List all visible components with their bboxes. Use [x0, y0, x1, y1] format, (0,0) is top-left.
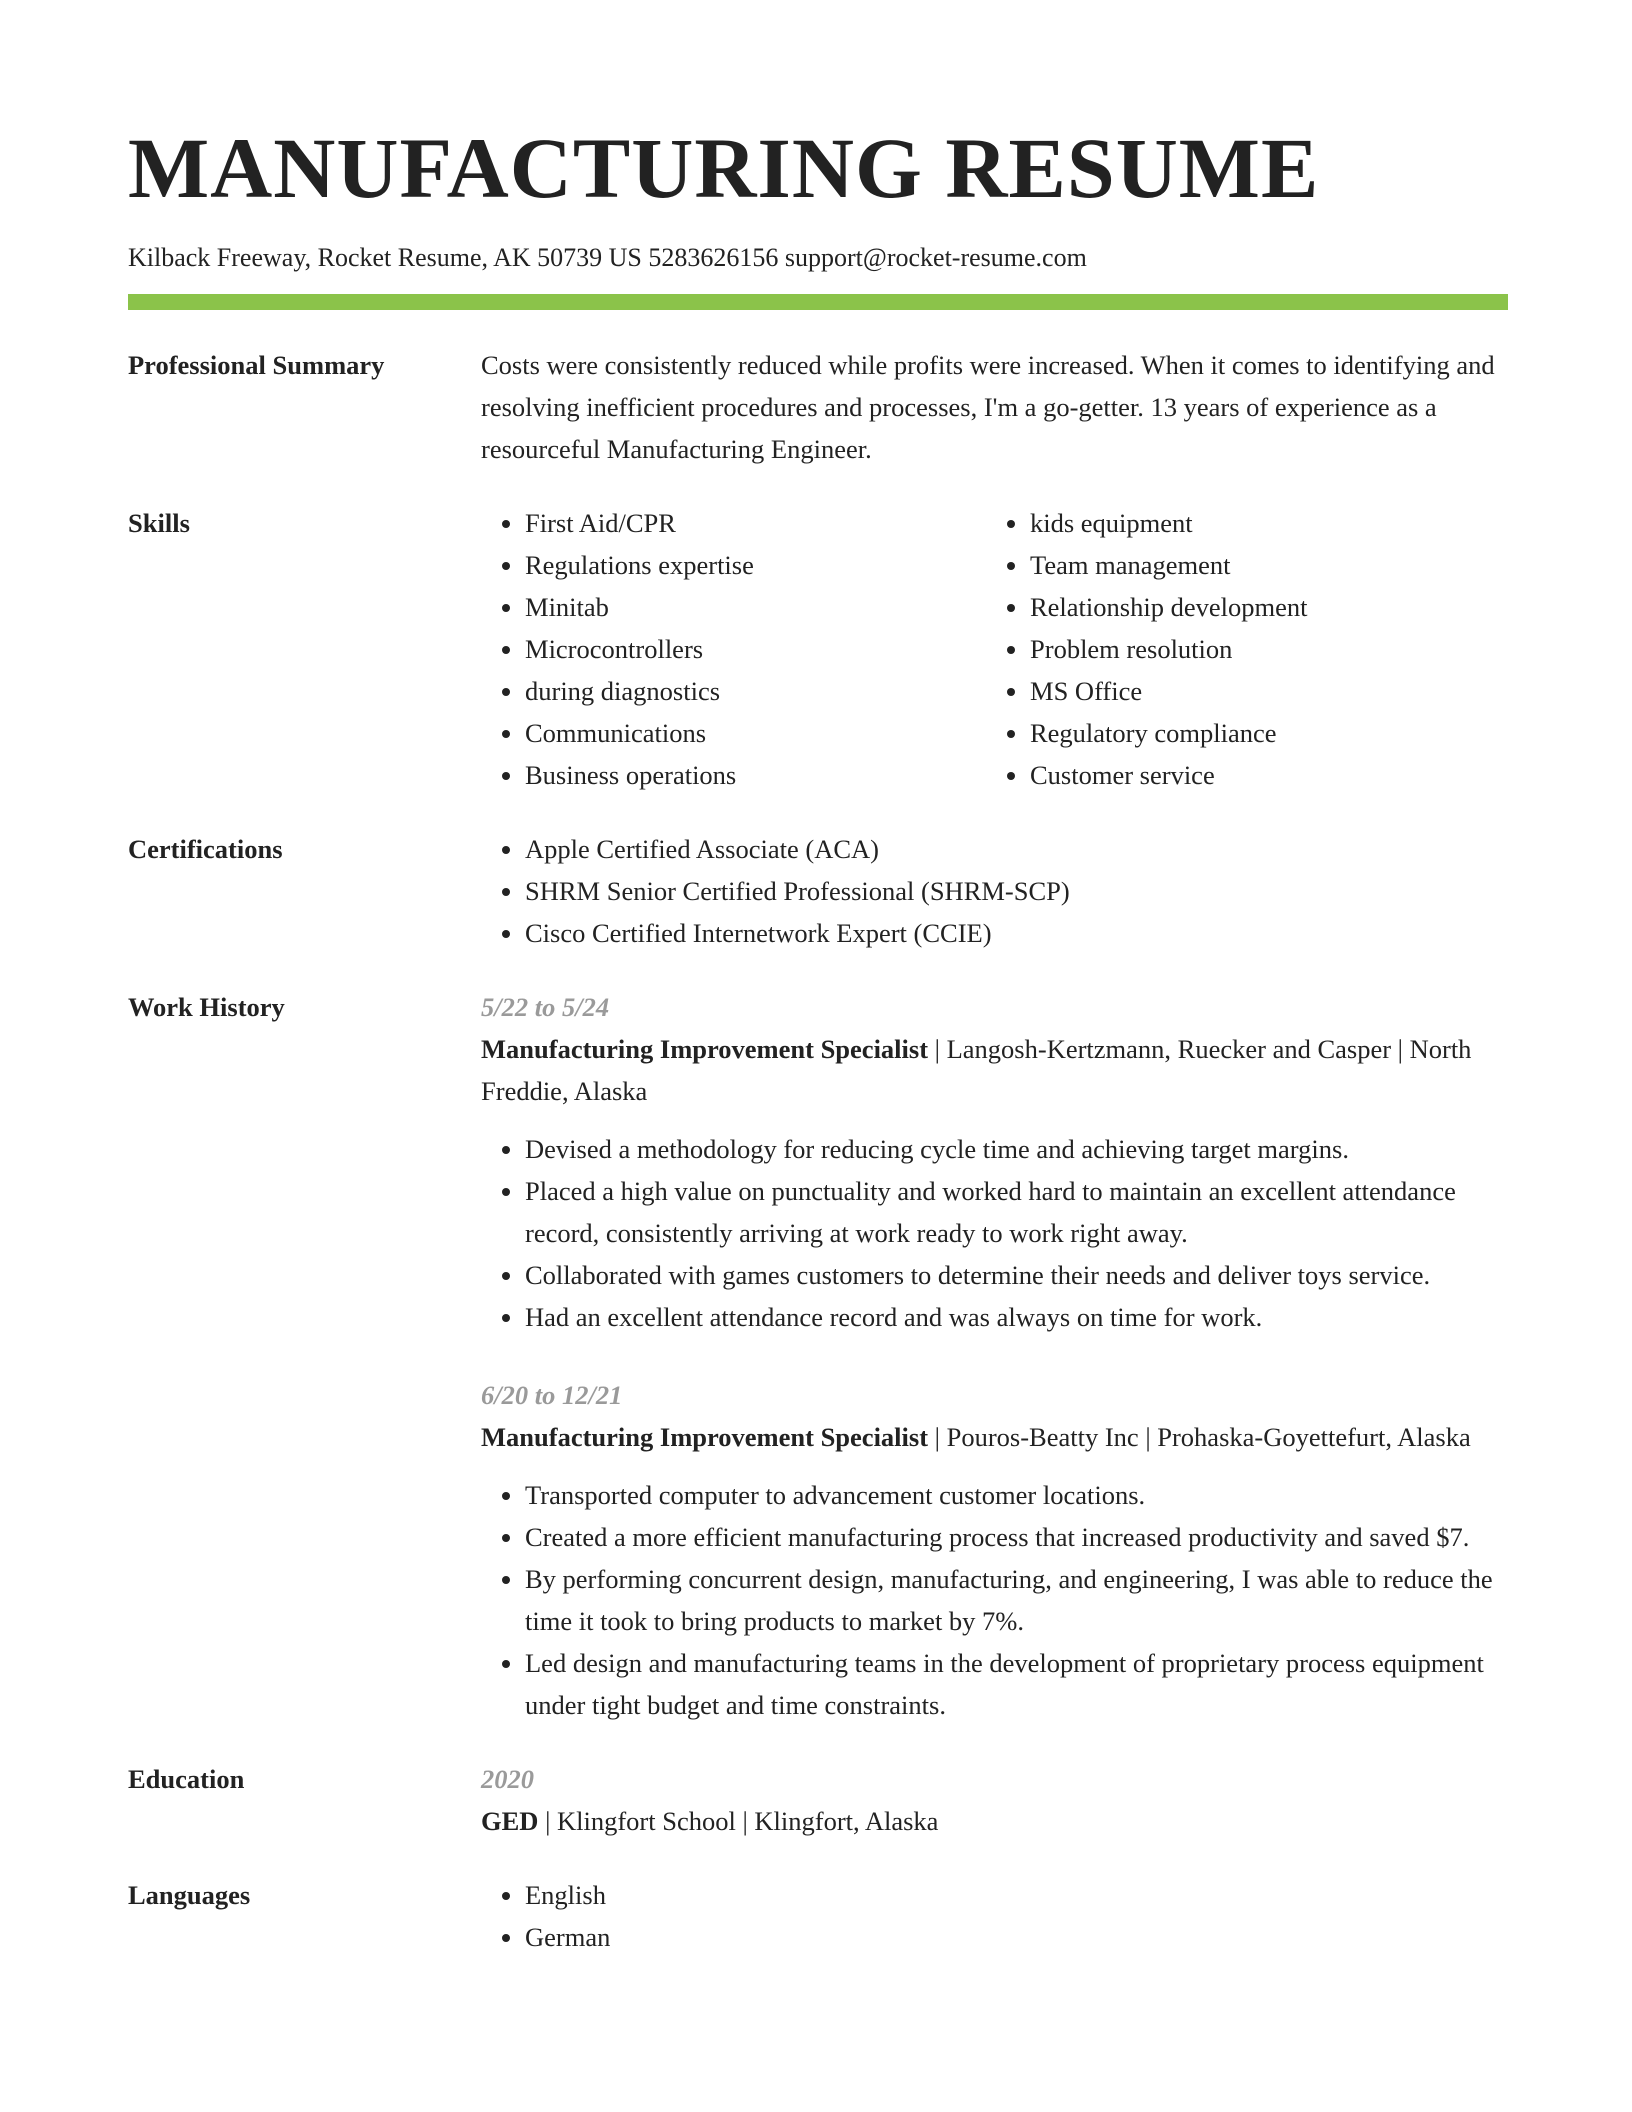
contact-phone: 5283626156	[648, 243, 779, 272]
skill-item: • Microcontrollers	[525, 628, 986, 670]
skills-column-left	[481, 502, 986, 796]
work-history-section	[128, 986, 1508, 1726]
skill-item: • First Aid/CPR	[525, 502, 986, 544]
certification-item: • Apple Certified Associate (ACA)	[525, 828, 1508, 870]
skill-item: • Minitab	[525, 586, 986, 628]
job-bullet: • Collaborated with games customers to determine their needs and deliver toys service.	[525, 1254, 1508, 1296]
education-year: 2020	[481, 1764, 534, 1794]
resume-title: MANUFACTURING RESUME	[128, 120, 1320, 216]
skills-section	[128, 502, 1508, 796]
job-details: | Langosh-Kertzmann, Ruecker and Casper | North Freddie, Alaska	[481, 1034, 1472, 1106]
skill-item: • Problem resolution	[1030, 628, 1491, 670]
skill-item: • Communications	[525, 712, 986, 754]
section-heading-languages: Languages	[128, 1880, 251, 1910]
summary-section	[128, 344, 1508, 470]
section-heading-skills: Skills	[128, 508, 190, 538]
section-heading-work-history: Work History	[128, 992, 285, 1022]
job-dates: 5/22 to 5/24	[481, 992, 610, 1022]
certification-item: • Cisco Certified Internetwork Expert (CCIE)	[525, 912, 1508, 954]
job-bullet: • By performing concurrent design, manufacturing, and engineering, I was able to reduce the time it took to bring products to market by 7%.	[525, 1558, 1508, 1642]
summary-text: Costs were consistently reduced while profits were increased. When it comes to identifying and resolving inefficient procedures and processes, I'm a go-getter. 13 years of experience as a resourceful Manufacturing Engineer.	[481, 350, 1495, 464]
skill-item: • Customer service	[1030, 754, 1491, 796]
skills-column-right	[986, 502, 1491, 796]
job-bullet: • Transported computer to advancement customer locations.	[525, 1474, 1508, 1516]
section-heading-education: Education	[128, 1764, 245, 1794]
skills-grid	[481, 502, 1508, 796]
skill-item: • MS Office	[1030, 670, 1491, 712]
job-heading	[481, 1416, 1508, 1458]
certifications-list	[481, 828, 1508, 954]
education-entry	[481, 1758, 1508, 1842]
skill-item: • Business operations	[525, 754, 986, 796]
language-item: • English	[525, 1874, 1508, 1916]
job-entry	[481, 986, 1508, 1338]
job-dates: 6/20 to 12/21	[481, 1380, 623, 1410]
job-title: Manufacturing Improvement Specialist	[481, 1034, 929, 1064]
education-section	[128, 1758, 1508, 1842]
job-bullet: • Created a more efficient manufacturing process that increased productivity and saved $7.	[525, 1516, 1508, 1558]
skill-item: • Regulations expertise	[525, 544, 986, 586]
contact-address: Kilback Freeway, Rocket Resume, AK 50739 US	[128, 243, 642, 272]
job-title: Manufacturing Improvement Specialist	[481, 1422, 929, 1452]
resume-page	[128, 118, 1508, 1958]
skill-item: • Regulatory compliance	[1030, 712, 1491, 754]
certification-item: • SHRM Senior Certified Professional (SHRM-SCP)	[525, 870, 1508, 912]
education-details: | Klingfort School | Klingfort, Alaska	[538, 1806, 939, 1836]
contact-line	[128, 242, 1508, 274]
education-degree: GED	[481, 1806, 539, 1836]
skill-item: • kids equipment	[1030, 502, 1491, 544]
contact-email: support@rocket-resume.com	[784, 243, 1087, 272]
certifications-section	[128, 828, 1508, 954]
language-item: • German	[525, 1916, 1508, 1958]
job-entry	[481, 1374, 1508, 1726]
job-details: | Pouros-Beatty Inc | Prohaska-Goyettefurt, Alaska	[928, 1422, 1471, 1452]
section-heading-certifications: Certifications	[128, 834, 283, 864]
languages-section	[128, 1874, 1508, 1958]
section-heading-summary: Professional Summary	[128, 350, 385, 380]
job-bullet: • Placed a high value on punctuality and worked hard to maintain an excellent attendance record, consistently arriving at work ready to work right away.	[525, 1170, 1508, 1254]
skill-item: • Team management	[1030, 544, 1491, 586]
education-heading	[481, 1800, 1508, 1842]
job-bullet: • Led design and manufacturing teams in the development of proprietary process equipment under tight budget and time constraints.	[525, 1642, 1508, 1726]
job-heading	[481, 1028, 1508, 1112]
job-bullet: • Had an excellent attendance record and was always on time for work.	[525, 1296, 1508, 1338]
skill-item: • during diagnostics	[525, 670, 986, 712]
work-history-list	[481, 986, 1508, 1726]
skill-item: • Relationship development	[1030, 586, 1491, 628]
job-bullet: • Devised a methodology for reducing cycle time and achieving target margins.	[525, 1128, 1508, 1170]
languages-list	[481, 1874, 1508, 1958]
header-divider	[128, 294, 1508, 310]
